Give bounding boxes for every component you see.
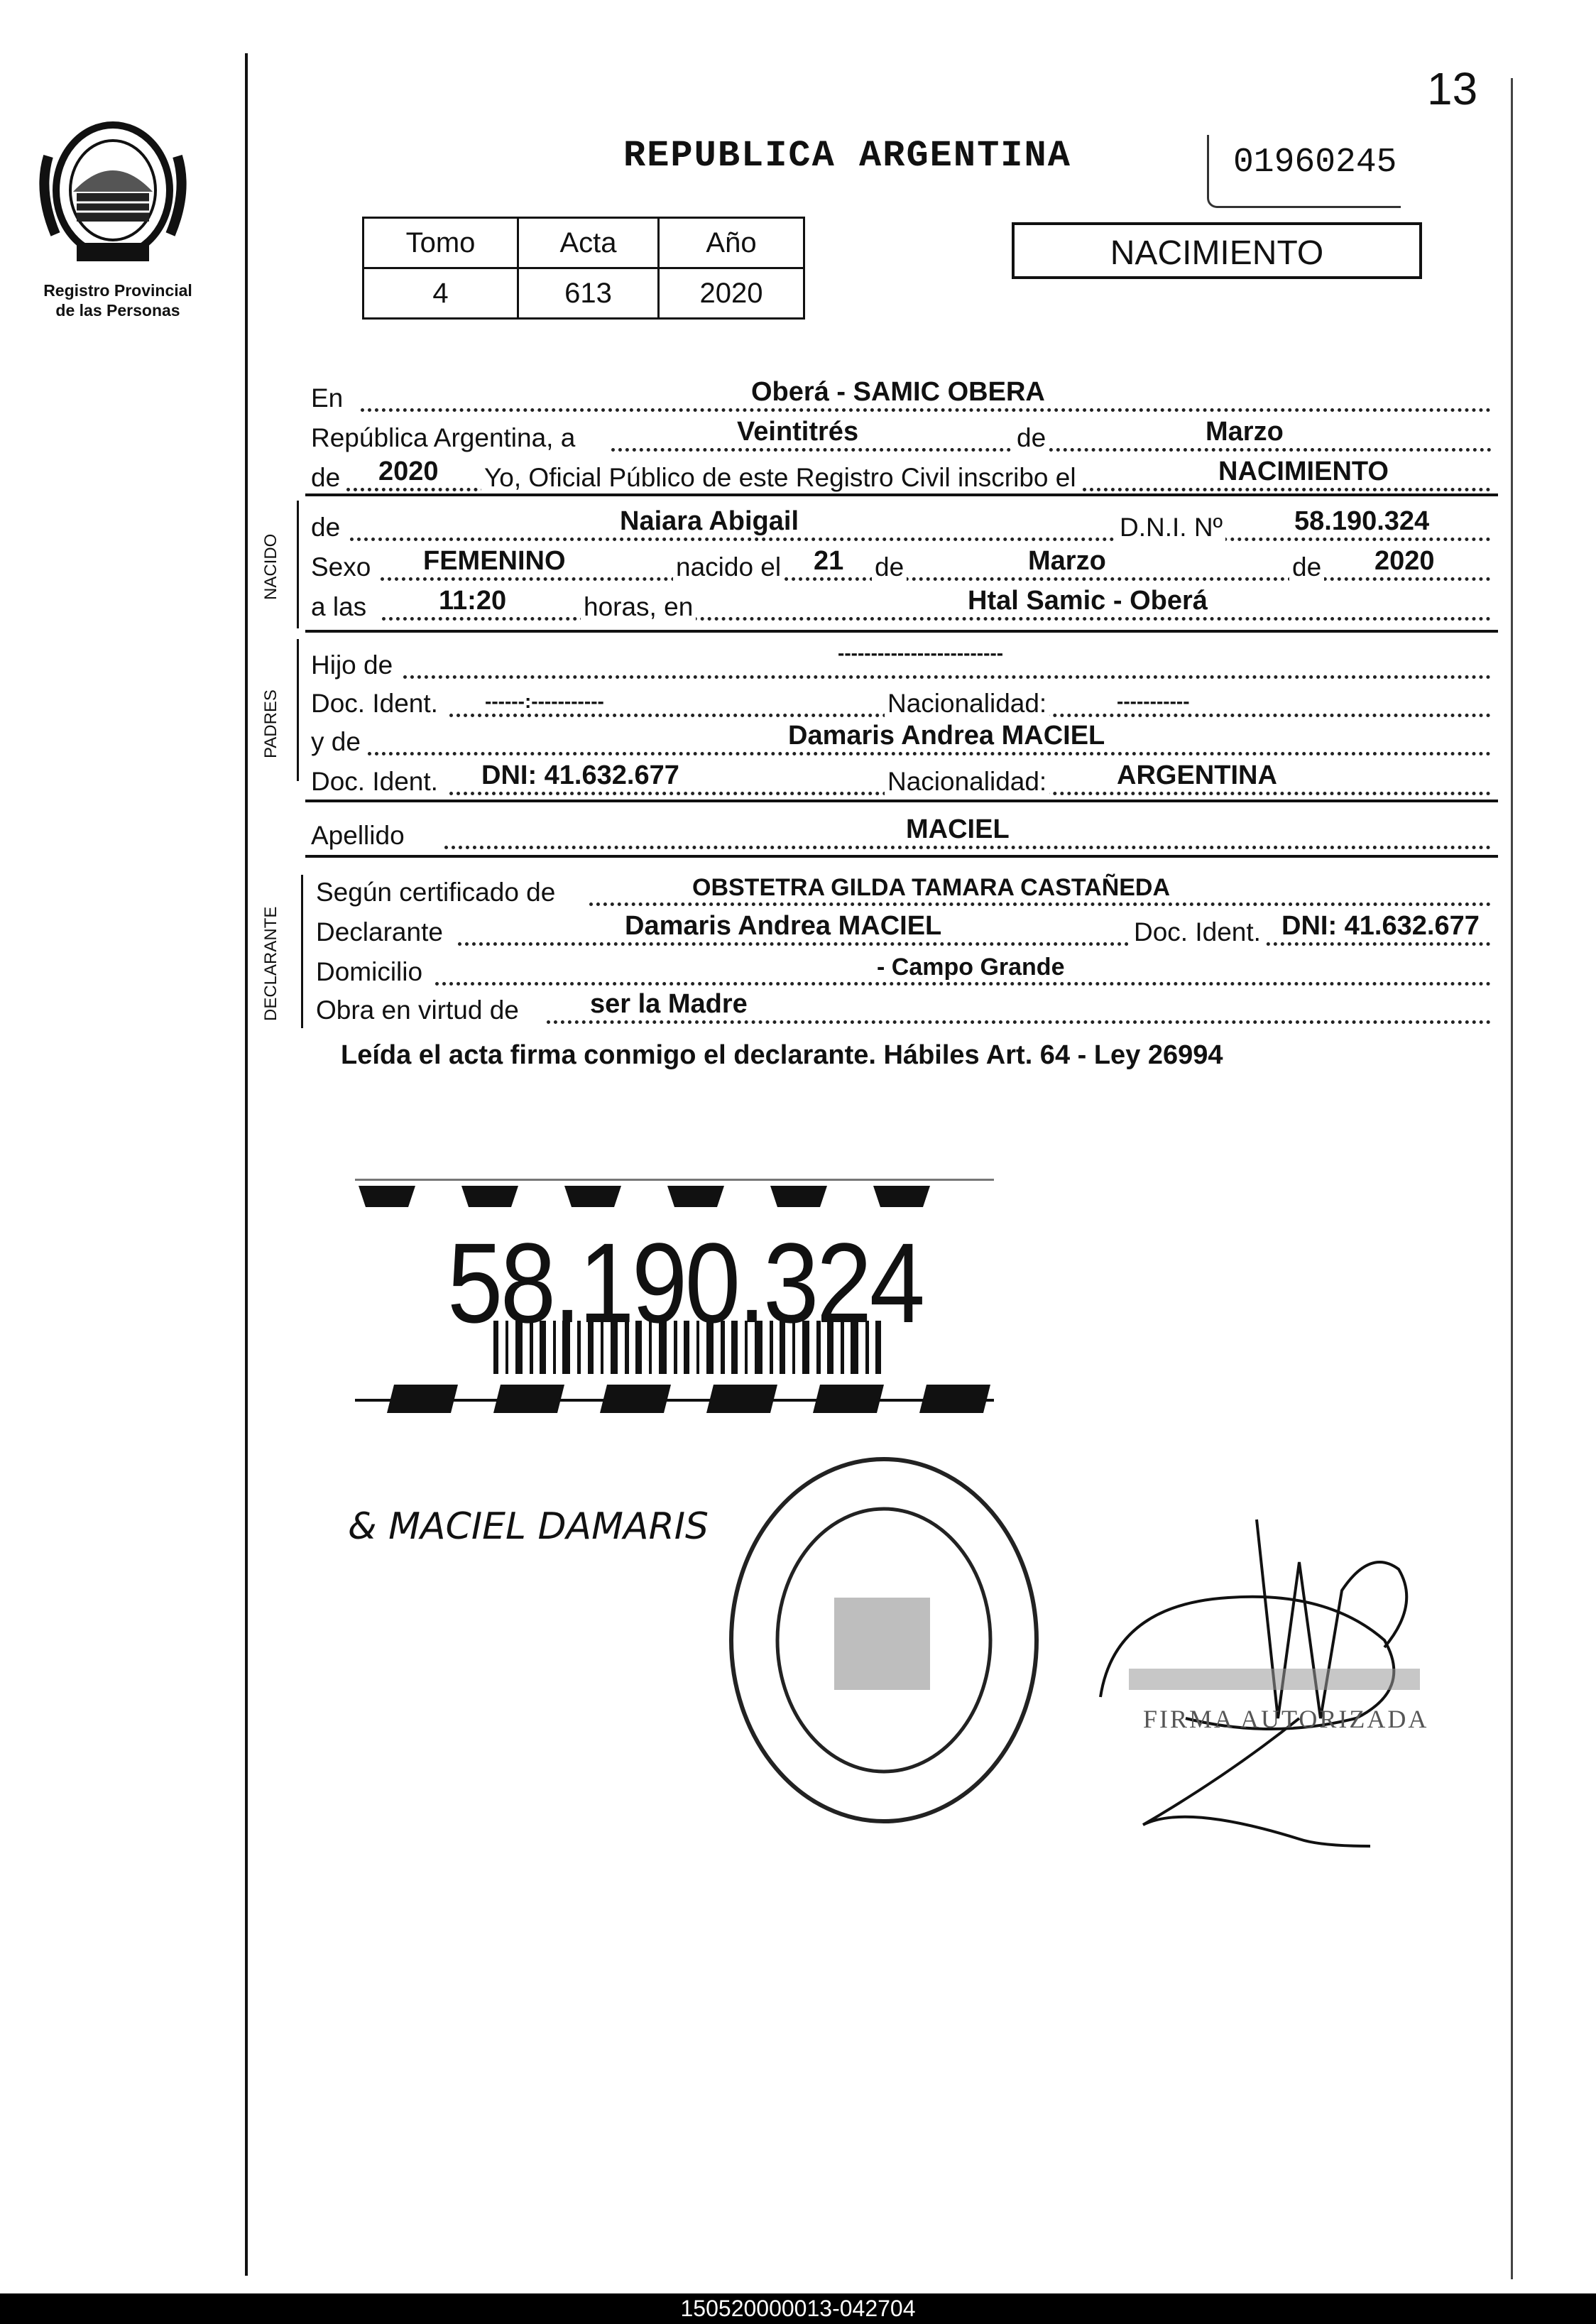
domicilio-label: Domicilio	[316, 957, 423, 986]
registry-value-row	[364, 268, 804, 319]
anio-value: 2020	[659, 268, 804, 319]
year-value: 2020	[378, 457, 439, 486]
doc1-value: ------:-----------	[485, 690, 604, 712]
declarante-value: Damaris Andrea MACIEL	[625, 911, 942, 941]
apellido-row	[311, 814, 1493, 853]
bottom-code: 150520000013-042704	[0, 2293, 1596, 2324]
child-name-value: Naiara Abigail	[620, 506, 799, 536]
apellido-value: MACIEL	[906, 814, 1010, 844]
padres-row-madre	[311, 720, 1493, 760]
y-de-label: y de	[311, 727, 361, 756]
padres-bracket	[297, 639, 299, 781]
declarante-row-domicilio	[316, 950, 1498, 990]
official-signature	[1086, 1505, 1484, 1875]
horas-label: horas, en	[581, 592, 696, 622]
birth-day-value: 21	[814, 546, 844, 576]
sexo-value: FEMENINO	[423, 546, 566, 576]
dotted-line	[381, 577, 1491, 581]
dotted-line	[458, 942, 1491, 946]
obra-label: Obra en virtud de	[316, 995, 519, 1025]
apellido-label: Apellido	[311, 821, 405, 850]
section-divider	[305, 800, 1498, 802]
padres-row-doc2	[311, 760, 1493, 800]
official-stamp-text: FIRMA AUTORIZADA	[1143, 1705, 1429, 1733]
hijo-de-label: Hijo de	[311, 650, 393, 680]
logo-caption	[21, 280, 214, 320]
padres-row-doc1	[311, 682, 1493, 721]
en-label: En	[311, 383, 344, 413]
page-number: 13	[1427, 63, 1478, 114]
right-margin-line	[1511, 78, 1513, 2279]
anio-header: Año	[659, 218, 804, 268]
dotted-line	[547, 1020, 1491, 1024]
de2-label: de	[311, 463, 341, 492]
section-divider	[305, 493, 1498, 496]
dotted-line	[444, 846, 1491, 849]
margin-line	[245, 53, 248, 2276]
yo-text: Yo, Oficial Público de este Registro Civil inscribo el	[481, 463, 1079, 493]
nacido-bracket	[297, 501, 299, 628]
sexo-label: Sexo	[311, 552, 371, 582]
day-value: Veintitrés	[737, 417, 859, 447]
registry-table	[362, 217, 805, 320]
mother-value: Damaris Andrea MACIEL	[788, 721, 1105, 751]
cert-value: OBSTETRA GILDA TAMARA CASTAÑEDA	[692, 874, 1171, 901]
declarante-row-cert	[316, 871, 1498, 910]
a-las-label: a las	[311, 592, 367, 621]
birth-place-value: Htal Samic - Oberá	[968, 586, 1208, 616]
declarante-label: Declarante	[316, 917, 443, 946]
declarante-row-obra	[316, 988, 1498, 1028]
type-value: NACIMIENTO	[1218, 457, 1389, 486]
decl-doc-value: DNI: 41.632.677	[1281, 911, 1480, 941]
serial-number: 01960245	[1233, 143, 1397, 182]
logo-caption-line1: Registro Provincial	[43, 281, 192, 300]
section-divider	[305, 630, 1498, 633]
nac2-label: Nacionalidad:	[885, 767, 1049, 797]
nacido-row-sexo	[311, 545, 1493, 585]
closing-text: Leída el acta firma conmigo el declarante. Hábiles Art. 64 - Ley 26994	[341, 1040, 1223, 1070]
nacido-de-label-3: de	[1289, 552, 1324, 582]
dotted-line	[382, 617, 1491, 621]
tomo-value: 4	[364, 268, 518, 319]
registry-header-row	[364, 218, 804, 268]
doc2-value: DNI: 41.632.677	[481, 760, 679, 790]
acta-value: 613	[518, 268, 659, 319]
padres-row-hijo	[311, 643, 1493, 683]
declarante-section-label: DECLARANTE	[261, 906, 280, 1021]
obra-value: ser la Madre	[590, 989, 748, 1019]
tomo-header: Tomo	[364, 218, 518, 268]
padres-section-label: PADRES	[261, 689, 280, 758]
nac1-value: -----------	[1117, 690, 1190, 712]
page-title: REPUBLICA ARGENTINA	[623, 135, 1071, 177]
birth-time-value: 11:20	[439, 586, 507, 616]
nacido-el-label: nacido el	[673, 552, 784, 582]
decl-doc-label: Doc. Ident.	[1131, 917, 1264, 947]
handwritten-signature: & MACIEL DAMARIS	[348, 1505, 709, 1548]
id-sticker-number: 58.190.324	[447, 1219, 923, 1346]
declarante-row-declarante	[316, 910, 1498, 950]
province-seal-logo	[34, 114, 192, 277]
acta-header: Acta	[518, 218, 659, 268]
birth-month-value: Marzo	[1028, 546, 1106, 576]
intro-row-en	[311, 376, 1493, 416]
declarante-bracket	[301, 875, 303, 1028]
cert-label: Según certificado de	[316, 878, 556, 907]
dotted-line	[350, 538, 1491, 541]
nacido-de-label-2: de	[872, 552, 907, 582]
nac2-value: ARGENTINA	[1117, 760, 1277, 790]
record-type-box: NACIMIENTO	[1012, 222, 1422, 279]
delegation-stamp	[717, 1449, 1051, 1832]
intro-row-republica	[311, 416, 1493, 456]
nac1-label: Nacionalidad:	[885, 689, 1049, 719]
nacido-row-name	[311, 506, 1493, 545]
dotted-line	[611, 448, 1492, 452]
dotted-line	[403, 675, 1491, 679]
dotted-line	[368, 752, 1491, 755]
section-divider	[305, 855, 1498, 858]
intro-row-yo	[311, 456, 1493, 496]
en-value: Oberá - SAMIC OBERA	[751, 377, 1045, 407]
de-label: de	[1014, 423, 1049, 453]
serial-number-stamp	[1207, 135, 1401, 208]
dni-label: D.N.I. Nº	[1117, 513, 1225, 542]
dni-value: 58.190.324	[1294, 506, 1430, 536]
birth-year-value: 2020	[1374, 546, 1435, 576]
doc2-label: Doc. Ident.	[311, 767, 438, 796]
father-value: -------------------------	[838, 642, 1004, 664]
logo-caption-line2: de las Personas	[55, 301, 180, 320]
dotted-line	[589, 902, 1491, 906]
dotted-line	[361, 408, 1491, 412]
doc1-label: Doc. Ident.	[311, 689, 438, 718]
domicilio-value: - Campo Grande	[877, 954, 1065, 981]
nacido-row-hora	[311, 585, 1493, 625]
dotted-line	[435, 982, 1491, 986]
nacido-de-label: de	[311, 513, 341, 542]
republica-label: República Argentina, a	[311, 423, 576, 452]
month-value: Marzo	[1206, 417, 1284, 447]
nacido-section-label: NACIDO	[261, 533, 280, 600]
